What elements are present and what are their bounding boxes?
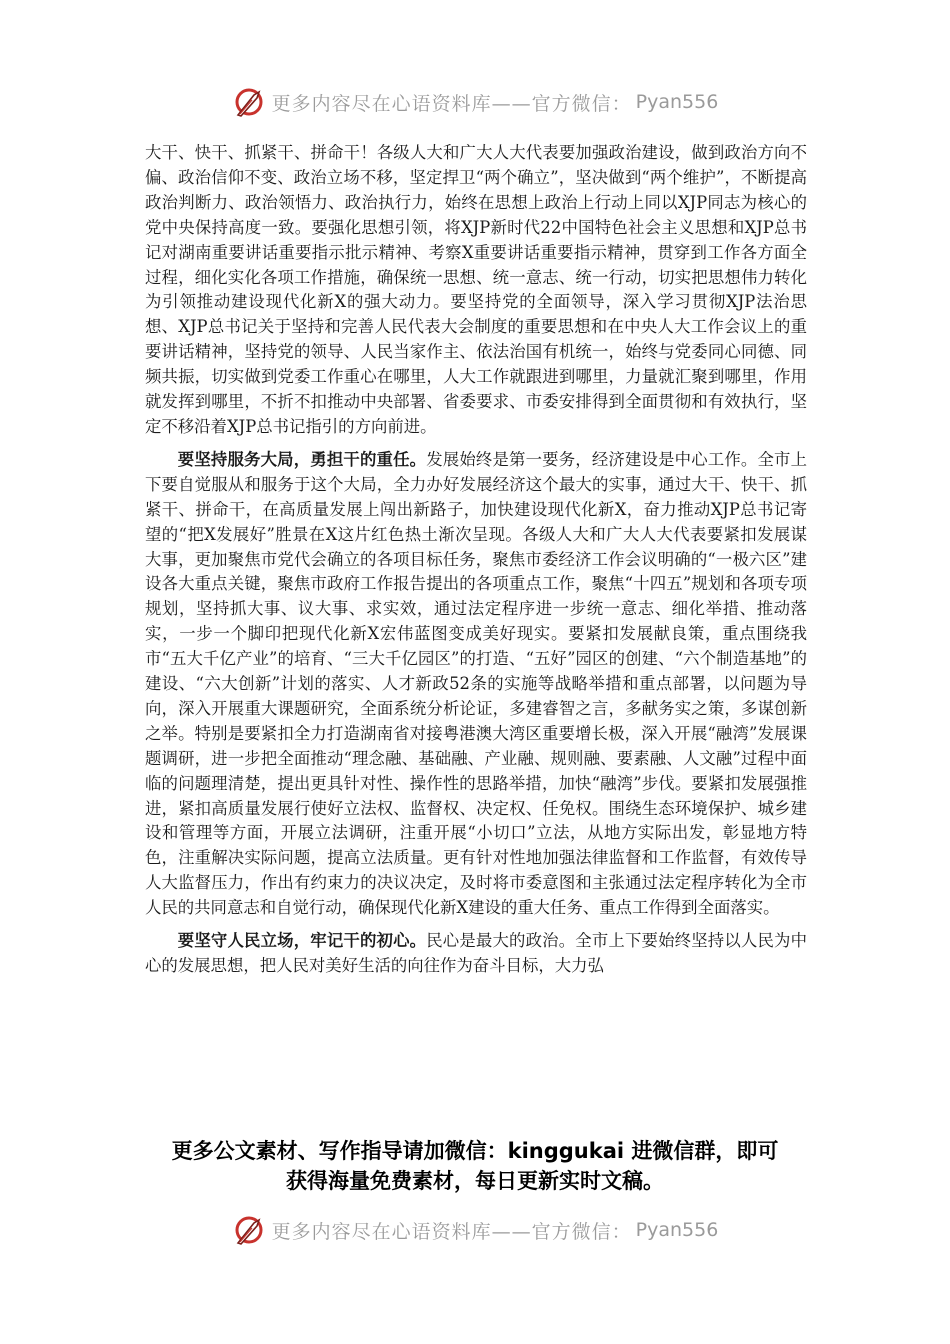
promo-line-1: 更多公文素材、写作指导请加微信：kinggukai 进微信群，即可 bbox=[171, 1139, 779, 1163]
watermark-id: Pyan556 bbox=[635, 91, 719, 113]
promo-line-2: 获得海量免费素材，每日更新实时文稿。 bbox=[286, 1169, 664, 1193]
paragraph-3 bbox=[145, 929, 807, 979]
watermark-id: Pyan556 bbox=[635, 1219, 719, 1241]
quill-pen-icon bbox=[232, 85, 266, 119]
paragraph-2-lead: 要坚持服务大局，勇担干的重任。 bbox=[177, 449, 427, 469]
paragraph-1 bbox=[145, 141, 807, 440]
paragraph-1-text: 大干、快干、抓紧干、拼命干！各级人大和广大人大代表要加强政治建设，做到政治方向不偏、政治信仰不变、政治立场不移，坚定捍卫“两个确立”，坚决做到“两个维护”，不断提高政治判断力、政治领悟力、政治执行力，始终在思想上政治上行动上同以XJP同志为核心的党中央保持高度一致。要强化思想引领，将XJP新时代22中国特色社会主义思想和XJP总书记对湖南重要讲话重要指示批示精神、考察X重要讲话重要指示精神，贯穿到工作各方面全过程，细化实化各项工作措施，确保统一思想、统一意志、统一行动，切实把思想伟力转化为引领推动建设现代化新X的强大动力。要坚持党的全面领导，深入学习贯彻XJP法治思想、XJP总书记关于坚持和完善人民代表大会制度的重要思想和在中央人大工作会议上的重要讲话精神，坚持党的领导、人民当家作主、依法治国有机统一，始终与党委同心同德、同频共振，切实做到党委工作重心在哪里，人大工作就跟进到哪里，力量就汇聚到哪里，作用就发挥到哪里，不折不扣推动中央部署、省委要求、市委安排得到全面贯彻和有效执行，坚定不移沿着XJP总书记指引的方向前进。 bbox=[145, 143, 807, 436]
paragraph-3-text: 民心是最大的政治。全市上下要始终坚持以人民为中心的发展思想，把人民对美好生活的向往作为奋斗目标，大力弘 bbox=[145, 931, 807, 975]
paragraph-2 bbox=[145, 448, 807, 921]
paragraph-2-text: 发展始终是第一要务，经济建设是中心工作。全市上下要自觉服从和服务于这个大局，全力办好发展经济这个最大的实事，通过大干、快干、抓紧干、拼命干，在高质量发展上闯出新路子，加快建设现代化新X，奋力推动XJP总书记寄望的“把X发展好”胜景在X这片红色热土渐次呈现。各级人大和广大人大代表要紧扣发展谋大事，更加聚焦市党代会确立的各项目标任务，聚焦市委经济工作会议明确的“一极六区”建设各大重点关键，聚焦市政府工作报告提出的各项重点工作，聚焦“十四五”规划和各项专项规划，坚持抓大事、议大事、求实效，通过法定程序进一步统一意志、细化举措、推动落实，一步一个脚印把现代化新X宏伟蓝图变成美好现实。要紧扣发展献良策，重点围绕我市“五大千亿产业”的培育、“三大千亿园区”的打造、“五好”园区的创建、“六个制造基地”的建设、“六大创新”计划的落实、人才新政52条的实施等战略举措和重点部署，以问题为导向，深入开展重大课题研究，全面系统分析论证，多建睿智之言，多献务实之策，多谋创新之举。特别是要紧扣全力打造湖南省对接粤港澳大湾区重要增长极，深入开展“融湾”发展课题调研，进一步把全面推动“理念融、基础融、产业融、规则融、要素融、人文融”过程中面临的问题理清楚，提出更具针对性、操作性的思路举措，加快“融湾”步伐。要紧扣发展强推进，紧扣高质量发展行使好立法权、监督权、决定权、任免权。围绕生态环境保护、城乡建设和管理等方面，开展立法调研，注重开展“小切口”立法，从地方实际出发，彰显地方特色，注重解决实际问题，提高立法质量。更有针对性地加强法律监督和工作监督，有效传导人大监督压力，作出有约束力的决议决定，及时将市委意图和主张通过法定程序转化为全市人民的共同意志和自觉行动，确保现代化新X建设的重大任务、重点工作得到全面落实。 bbox=[145, 449, 807, 918]
document-body bbox=[145, 141, 807, 979]
watermark-text: 更多内容尽在心语资料库——官方微信： bbox=[271, 1220, 632, 1243]
quill-pen-icon bbox=[232, 1213, 266, 1247]
paragraph-3-lead: 要坚守人民立场，牢记干的初心。 bbox=[177, 931, 427, 951]
promo-banner bbox=[0, 1136, 950, 1196]
header-watermark bbox=[0, 82, 950, 122]
footer-watermark bbox=[0, 1210, 950, 1250]
watermark-text: 更多内容尽在心语资料库——官方微信： bbox=[271, 92, 632, 115]
